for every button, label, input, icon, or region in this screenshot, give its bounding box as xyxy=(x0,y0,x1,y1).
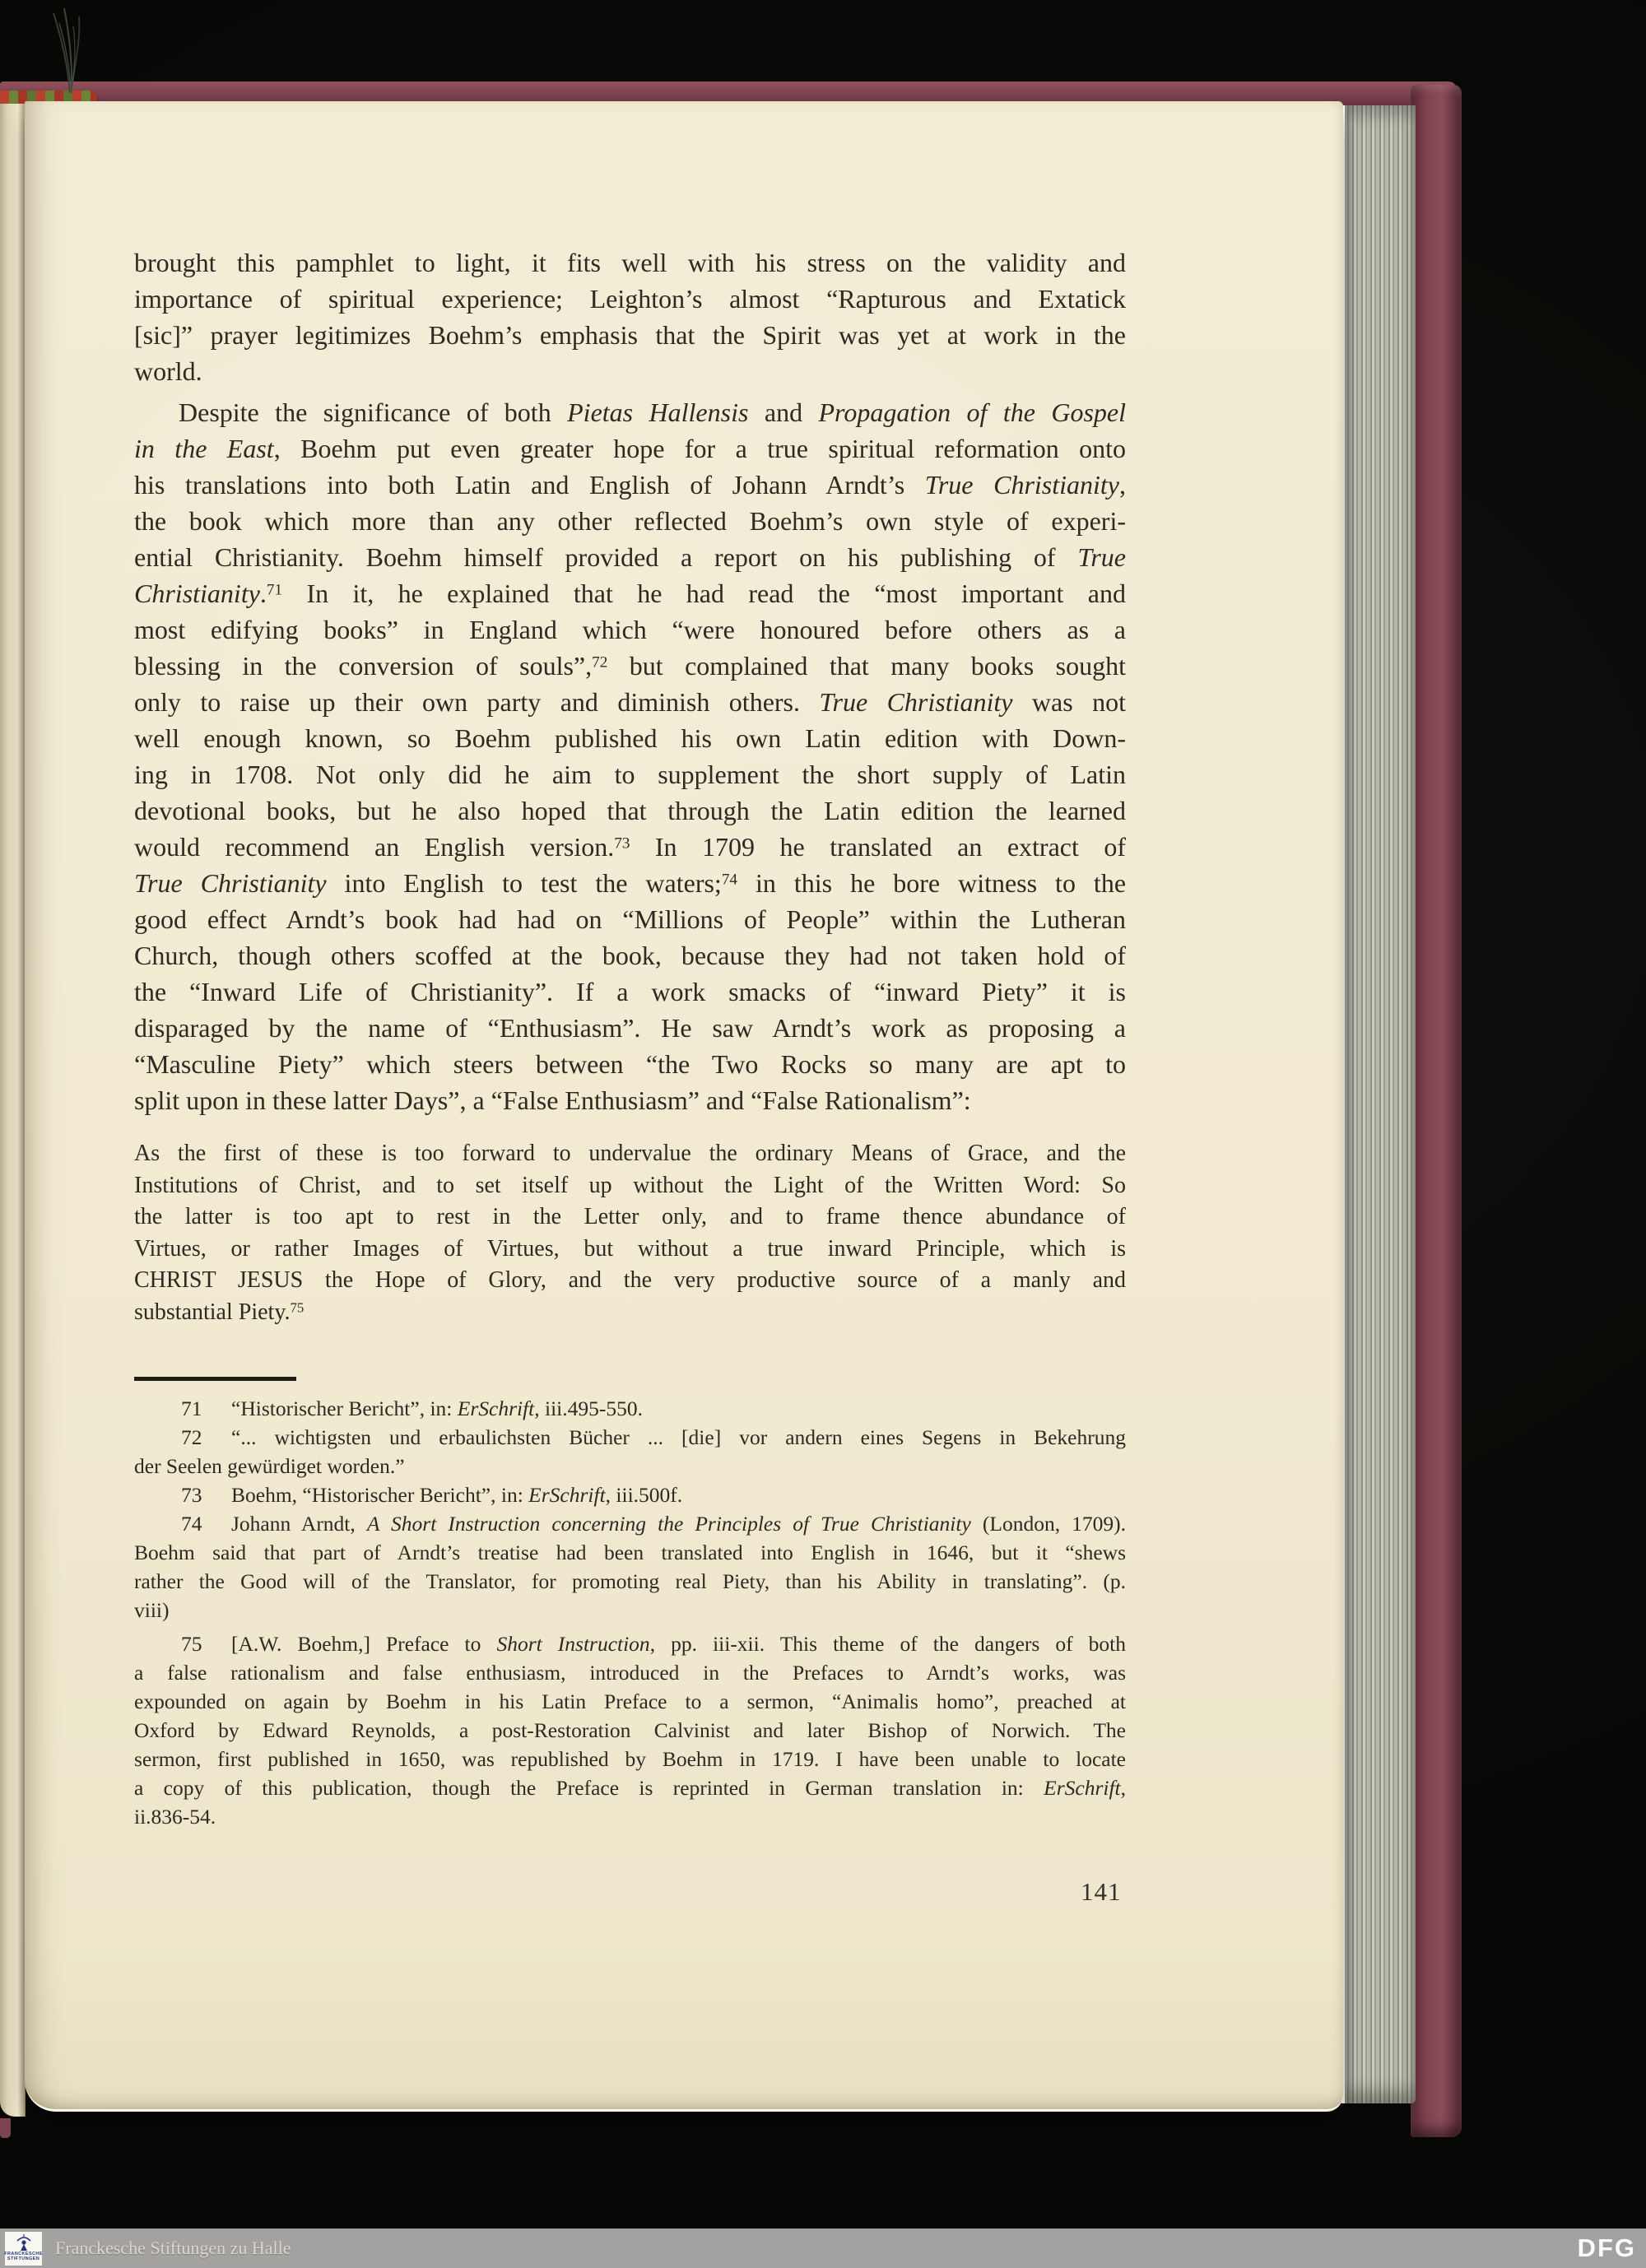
text-line: disparaged by the name of “Enthusiasm”. He saw Arndt’s work as proposing a xyxy=(134,1013,1126,1043)
text-line: 72 “... wichtigsten und erbaulichsten Bücher ... [die] vor andern eines Segens in Bekehrung xyxy=(181,1425,1126,1449)
text-line: blessing in the conversion of souls”,$^{72}$ but complained that many books sought xyxy=(134,651,1127,681)
footer-bar xyxy=(0,2228,1646,2268)
book-page xyxy=(25,101,1343,2112)
text-block xyxy=(134,1480,1126,1509)
text-block xyxy=(134,1394,1126,1423)
institution-logo-text-line2: STIFTUNGEN xyxy=(7,2256,40,2261)
text-line: Boehm said that part of Arndt’s treatise had been translated into English in 1646, but it “shews xyxy=(134,1541,1126,1564)
text-line: [sic]” prayer legitimizes Boehm’s emphasis that the Spirit was yet at work in the xyxy=(134,320,1126,350)
institution-logo-icon xyxy=(15,2233,33,2252)
book-cover-bottom-sliver xyxy=(0,2118,11,2138)
text-line: ing in 1708. Not only did he aim to supplement the short supply of Latin xyxy=(134,760,1126,789)
text-line: well enough known, so Boehm published his own Latin edition with Down- xyxy=(134,723,1126,753)
text-line: As the first of these is too forward to undervalue the ordinary Means of Grace, and the xyxy=(134,1141,1126,1166)
text-block xyxy=(134,394,1126,1118)
text-block xyxy=(134,1629,1126,1831)
text-line: Institutions of Christ, and to set itself up without the Light of the Written Word: So xyxy=(134,1172,1126,1198)
text-line: in the East, Boehm put even greater hope for a true spiritual reformation onto xyxy=(134,434,1127,463)
text-line: the “Inward Life of Christianity”. If a work smacks of “inward Piety” it is xyxy=(134,977,1126,1006)
book-fore-edge xyxy=(1341,105,1416,2103)
text-line: Despite the significance of both Pietas Hallensis and Propagation of the Gospel xyxy=(179,397,1127,427)
text-line: rather the Good will of the Translator, for promoting real Piety, than his Ability in translating”. (p. xyxy=(134,1569,1126,1593)
text-line: Christianity.$^{71}$ In it, he explained that he had read the “most important and xyxy=(134,579,1126,608)
text-line: ii.836-54. xyxy=(134,1805,216,1829)
text-line: world. xyxy=(134,356,202,386)
text-line: 73 Boehm, “Historischer Bericht”, in: ErSchrift, iii.500f. xyxy=(181,1483,683,1507)
book-cover-right-edge xyxy=(1411,85,1462,2137)
institution-name: Franckesche Stiftungen zu Halle xyxy=(55,2238,291,2258)
bookmark-tassel xyxy=(43,5,100,94)
footnote-separator xyxy=(134,1377,296,1381)
institution-logo xyxy=(5,2232,42,2266)
text-line: Oxford by Edward Reynolds, a post-Restoration Calvinist and later Bishop of Norwich. The xyxy=(134,1718,1126,1742)
page-number: 141 xyxy=(1081,1877,1122,1906)
text-line: sermon, first published in 1650, was republished by Boehm in 1719. I have been unable to locate xyxy=(134,1747,1126,1771)
text-line: ential Christianity. Boehm himself provided a report on his publishing of True xyxy=(134,542,1126,572)
text-line: good effect Arndt’s book had had on “Millions of People” within the Lutheran xyxy=(134,904,1126,934)
text-block xyxy=(134,1509,1126,1624)
text-line: devotional books, but he also hoped that through the Latin edition the learned xyxy=(134,796,1126,825)
text-line: split upon in these latter Days”, a “False Enthusiasm” and “False Rationalism”: xyxy=(134,1085,971,1115)
text-line: his translations into both Latin and English of Johann Arndt’s True Christianity, xyxy=(134,470,1127,500)
text-line: CHRIST JESUS the Hope of Glory, and the very productive source of a manly and xyxy=(134,1267,1126,1293)
text-line: the latter is too apt to rest in the Letter only, and to frame thence abundance of xyxy=(134,1204,1126,1229)
text-line: Church, though others scoffed at the book, because they had not taken hold of xyxy=(134,941,1126,970)
text-line: substantial Piety.$^{75}$ xyxy=(134,1299,305,1325)
text-line: viii) xyxy=(134,1598,170,1622)
text-line: der Seelen gewürdiget worden.” xyxy=(134,1454,405,1478)
page-stack-left-edge xyxy=(0,104,26,2117)
text-line: 75 [A.W. Boehm,] Preface to Short Instruction, pp. iii-xii. This theme of the dangers of both xyxy=(181,1632,1127,1656)
text-line: Virtues, or rather Images of Virtues, but without a true inward Principle, which is xyxy=(134,1235,1126,1262)
text-block xyxy=(134,244,1126,389)
institution-logo-text-line1: FRANCKESCHE xyxy=(4,2252,43,2256)
text-block xyxy=(134,1138,1126,1328)
text-line: the book which more than any other reflected Boehm’s own style of experi- xyxy=(134,506,1126,536)
text-line: a copy of this publication, though the Preface is reprinted in German translation in: ErSchrift, xyxy=(134,1776,1126,1800)
page-text-column xyxy=(134,244,1126,1328)
text-line: a false rationalism and false enthusiasm, introduced in the Prefaces to Arndt’s works, was xyxy=(134,1661,1126,1685)
text-line: expounded on again by Boehm in his Latin Preface to a sermon, “Animalis homo”, preached at xyxy=(134,1689,1126,1713)
text-line: True Christianity into English to test the waters;$^{74}$ in this he bore witness to the xyxy=(134,868,1127,898)
footnotes xyxy=(134,1394,1126,1831)
text-line: importance of spiritual experience; Leighton’s almost “Rapturous and Extatick xyxy=(134,284,1126,314)
text-block xyxy=(134,1423,1126,1480)
text-line: “Masculine Piety” which steers between “the Two Rocks so many are apt to xyxy=(134,1049,1126,1079)
text-line: brought this pamphlet to light, it fits well with his stress on the validity and xyxy=(134,248,1126,277)
text-line: 71 “Historischer Bericht”, in: ErSchrift, iii.495-550. xyxy=(181,1397,643,1420)
text-line: would recommend an English version.$^{73}$ In 1709 he translated an extract of xyxy=(134,832,1127,862)
text-line: most edifying books” in England which “were honoured before others as a xyxy=(134,615,1126,644)
text-line: only to raise up their own party and diminish others. True Christianity was not xyxy=(134,687,1127,717)
dfg-logo: DFG xyxy=(1577,2233,1636,2262)
text-line: 74 Johann Arndt, A Short Instruction concerning the Principles of True Christianity (London, 1709). xyxy=(181,1512,1127,1536)
